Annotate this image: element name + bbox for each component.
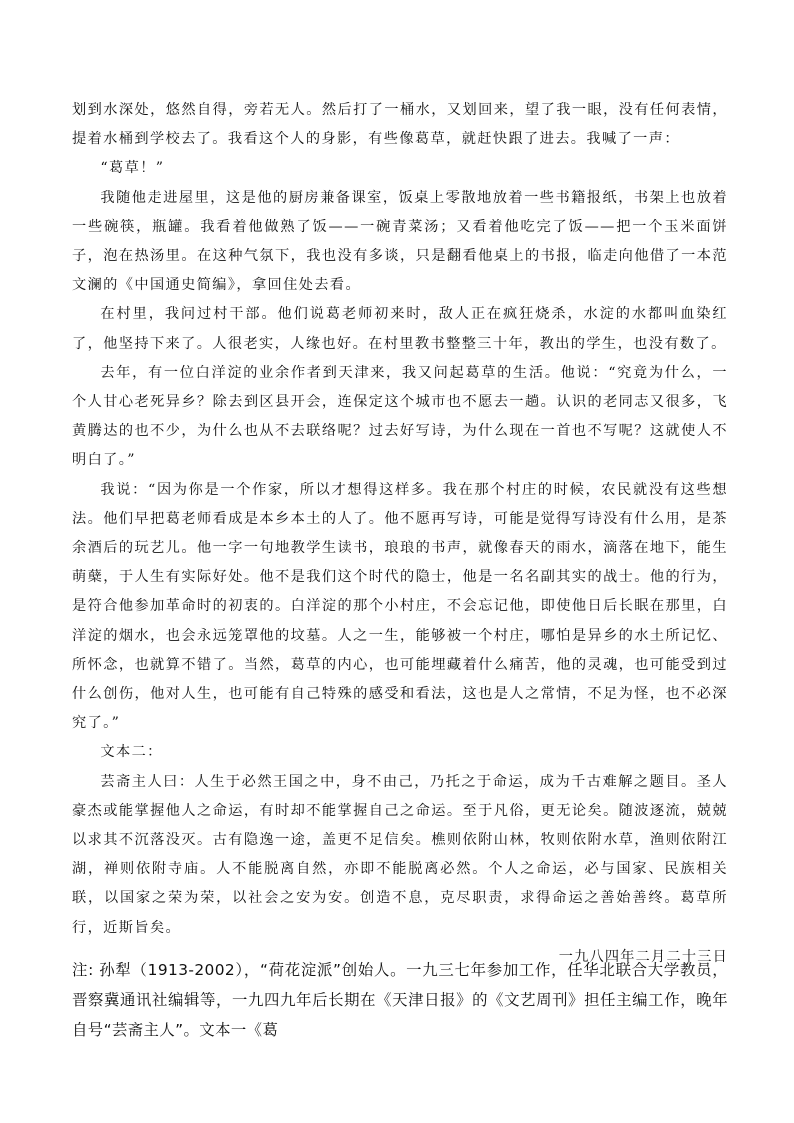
paragraph: 划到水深处，悠然自得，旁若无人。然后打了一桶水，又划回来，望了我一眼，没有任何表情，提着水桶到学校去了。我看这个人的身影，有些像葛草，就赶快跟了进去。我喊了一声： <box>72 102 728 148</box>
section-heading: 文本二： <box>100 744 163 761</box>
footnote: 注: 孙犁（1913-2002），“荷花淀派”创始人。一九三七年参加工作，任华北联合大学教员，晋察冀通讯社编辑等，一九四九年后长期在《天津日报》的《文艺周刊》担任主编工作，晚年自号“芸斋主人”。文本一《葛 <box>72 961 728 1039</box>
paragraph: 去年，有一位白洋淀的业余作者到天津来，我又问起葛草的生活。他说：“究竟为什么，一个人甘心老死异乡？除去到区县开会，连保定这个城市也不愿去一趟。认识的老同志又很多，飞黄腾达的也不少，为什么也从不去联络呢？过去好写诗，为什么现在一首也不写呢？这就使人不明白了。” <box>72 364 728 469</box>
paragraph: 我说：“因为你是一个作家，所以才想得这样多。我在那个村庄的时候，农民就没有这些想法。他们早把葛老师看成是本乡本土的人了。他不愿再写诗，可能是觉得写诗没有什么用，是茶余酒后的玩艺儿。他一字一句地教学生读书，琅琅的书声，就像春天的雨水，滴落在地下，能生萌蘖，于人生有实际好处。他不是我们这个时代的隐士，他是一名名副其实的战士。他的行为，是符合他参加革命时的初衷的。白洋淀的那个小村庄，不会忘记他，即使他日后长眠在那里，白洋淀的烟水，也会永远笼罩他的坟墓。人之一生，能够被一个村庄，哪怕是异乡的水土所记忆、所怀念，也就算不错了。当然，葛草的内心，也可能埋藏着什么痛苦，他的灵魂，也可能受到过什么创伤，他对人生，也可能有自己特殊的感受和看法，这也是人之常情，不足为怪，也不必深究了。” <box>72 481 728 732</box>
date-line: 一九八四年二月二十三日 <box>558 948 728 965</box>
paragraph: “葛草！” <box>100 160 165 177</box>
paragraph: 芸斋主人曰：人生于必然王国之中，身不由己，乃托之于命运，成为千古难解之题目。圣人豪杰或能掌握他人之命运，有时却不能掌握自己之命运。至于凡俗，更无论矣。随波逐流，兢兢以求其不沉落没灭。古有隐逸一途，盖更不足信矣。樵则依附山林，牧则依附水草，渔则依附江湖，禅则依附寺庙。人不能脱离自然，亦即不能脱离必然。个人之命运，必与国家、民族相关联，以国家之荣为荣，以社会之安为安。创造不息，克尽职责，求得命运之善始善终。葛草所行，近斯旨矣。 <box>72 773 728 936</box>
paragraph: 我随他走进屋里，这是他的厨房兼备课室，饭桌上零散地放着一些书籍报纸，书架上也放着一些碗筷，瓶罐。我看着他做熟了饭——一碗青菜汤；又看着他吃完了饭——把一个玉米面饼子，泡在热汤里。在这种气氛下，我也没有多谈，只是翻看他桌上的书报，临走向他借了一本范文澜的《中国通史简编》，拿回住处去看。 <box>72 189 728 294</box>
paragraph: 在村里，我问过村干部。他们说葛老师初来时，敌人正在疯狂烧杀，水淀的水都叫血染红了，他坚持下来了。人很老实，人缘也好。在村里教书整整三十年，教出的学生，也没有数了。 <box>72 306 728 352</box>
article-body <box>72 96 728 972</box>
